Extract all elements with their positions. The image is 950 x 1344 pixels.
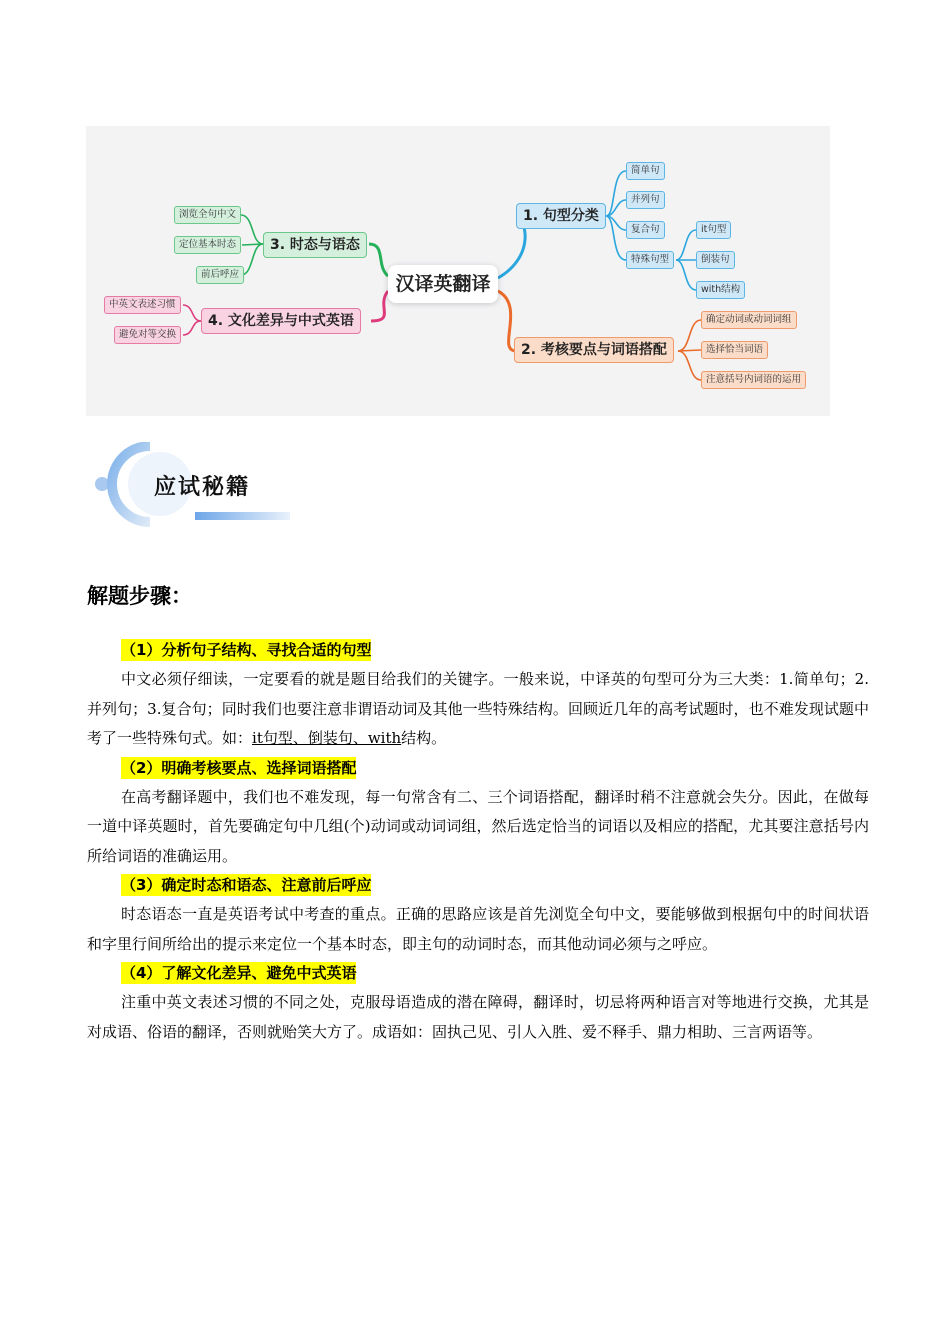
banner-title: 应试秘籍 xyxy=(154,475,251,500)
step-2-text: 在高考翻译题中，我们也不难发现，每一句常含有二、三个词语搭配，翻译时稍不注意就会失分。因此，在做每一道中译英题时，首先要确定句中几组(个)动词或动词词组，然后选定恰当的词语以及相应的搭配，尤其要注意括号内所给词语的准确运用。 xyxy=(87,787,869,865)
leaf-it-pattern: it句型 xyxy=(696,221,731,239)
step-3-text: 时态语态一直是英语考试中考查的重点。正确的思路应该是首先浏览全句中文，要能够做到根据句中的时间状语和字里行间所给出的提示来定位一个基本时态，即主句的动词时态，而其他动词必须与之呼应。 xyxy=(87,905,869,953)
leaf-locate-tense: 定位基本时态 xyxy=(174,236,241,254)
step-4-text: 注重中英文表述习惯的不同之处，克服母语造成的潜在障碍，翻译时，切忌将两种语言对等地进行交换，尤其是对成语、俗语的翻译，否则就贻笑大方了。成语如：固执己见、引人入胜、爱不释手、鼎力相助、三言两语等。 xyxy=(87,993,869,1041)
connector-branch4 xyxy=(371,291,388,321)
leaf-avoid-equivalent: 避免对等交换 xyxy=(114,326,181,344)
connector-branch3 xyxy=(369,244,388,276)
branch-sentence-types: 1. 句型分类 xyxy=(516,203,606,229)
step-1-text: 中文必须仔细读，一定要看的就是题目给我们的关键字。一般来说，中译英的句型可分为三大类：1.简单句；2.并列句；3.复合句；同时我们也要注意非谓语动词及其他一些特殊结构。回顾近几年的高考试题时，也不难发现试题中考了一些特殊句式。如：it句型、倒装句、with结构。 xyxy=(87,670,869,747)
page-heading: 解题步骤： xyxy=(87,584,192,608)
step-4-title: （4）了解文化差异、避免中式英语 xyxy=(121,964,357,982)
mind-map xyxy=(86,126,830,416)
leaf-expression-habits: 中英文表述习惯 xyxy=(104,296,181,314)
leaf-inversion: 倒装句 xyxy=(696,251,735,269)
step-2-title: （2）明确考核要点、选择词语搭配 xyxy=(121,758,357,777)
step-1-title: （1）分析句子结构、寻找合适的句型 xyxy=(121,641,372,659)
underlined-examples: it句型、倒装句、with xyxy=(252,729,402,747)
leaf-with-structure: with结构 xyxy=(696,281,745,299)
mind-map-center: 汉译英翻译 xyxy=(388,265,498,303)
tips-banner xyxy=(90,442,300,528)
leaf-choose-words: 选择恰当词语 xyxy=(701,341,768,359)
leaf-echo: 前后呼应 xyxy=(196,266,244,284)
leaf-browse-chinese: 浏览全句中文 xyxy=(174,206,241,224)
leaf-determine-verbs: 确定动词或动词词组 xyxy=(701,311,797,329)
branch-key-points: 2. 考核要点与词语搭配 xyxy=(514,337,674,363)
leaf-bracket-words: 注意括号内词语的运用 xyxy=(701,371,806,389)
leaf-compound-sentence: 并列句 xyxy=(626,191,665,209)
leaf-simple-sentence: 简单句 xyxy=(626,162,665,180)
steps-content xyxy=(87,636,869,1047)
branch-culture: 4. 文化差异与中式英语 xyxy=(201,308,361,334)
branch-tense-voice: 3. 时态与语态 xyxy=(263,232,367,258)
leaf-complex-sentence: 复合句 xyxy=(626,221,665,239)
leaf-special-sentence: 特殊句型 xyxy=(626,251,674,269)
step-3-title: （3）确定时态和语态、注意前后呼应 xyxy=(121,876,372,894)
